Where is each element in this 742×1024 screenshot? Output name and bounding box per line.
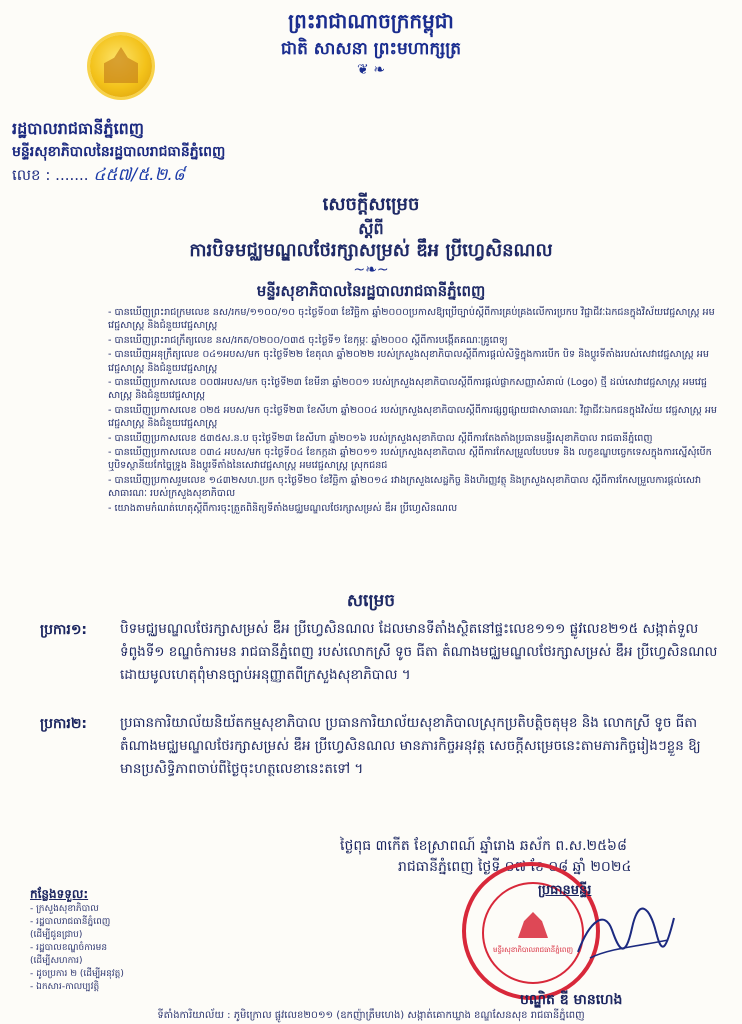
document-subtitle: ស្ដីពី: [358, 219, 384, 238]
office-address-footer: ទីតាំងការិយាល័យ : ភូមិក្រោល ផ្លូវលេខ២០១១ (ឧកញ៉ាត្រឹមហេង) សង្កាត់គោកឃ្លាង ខណ្ឌសែនសុខ រាជធានីភ្នំពេញ: [157, 1010, 585, 1021]
reference-line: លេខ : ....... ៤៥៧/៥.២.៨: [12, 165, 185, 185]
preamble-item: - បានឃើញប្រកាសលេខ ៥៣៥ស.ន.ប ចុះថ្ងៃទី២៣ ខែសីហា ឆ្នាំ២០១៦ របស់ក្រសួងសុខាភិបាល ស្ដីពីការតែងតាំងប្រធានមន្ទីរសុខាភិបាល រាជធានីភ្នំពេញ: [108, 432, 653, 444]
recipient-item: (ដើម្បីសហការ): [30, 956, 83, 966]
recipient-item: - ក្រសួងសុខាភិបាល: [30, 904, 99, 914]
preamble-item: - បានឃើញអនុក្រឹត្យលេខ ០៤១អបស/មក ចុះថ្ងៃទី២២ ខែតុលា ឆ្នាំ២០២២ របស់ក្រសួងសុខាភិបាលស្ដីពីការផ្ដល់សិទ្ធិក្នុងការបើក បិទ និងប្ដូរទីតាំងរបស់សេវាវេជ្ជសាស្ត្រ អមវេជ្ជសាស្ត្រ និងជំនួយវេជ្ជសាស្ត្រ: [108, 349, 709, 374]
national-motto: ជាតិ សាសនា ព្រះមហាក្សត្រ: [280, 39, 462, 59]
lunar-date: ថ្ងៃពុធ ៣កើត ខែស្រាពណ៍ ឆ្នាំរោង ឆស័ក ព.ស.២៥៦៨: [340, 838, 627, 854]
recipient-item: - ដូចប្រការ ២ (ដើម្បីអនុវត្ត): [30, 969, 124, 979]
reference-label: លេខ :: [12, 166, 51, 184]
decision-heading: សម្រេច: [346, 591, 396, 611]
recipient-item: (ដើម្បីជូនជ្រាប): [30, 930, 83, 940]
preamble-item: - បានឃើញប្រកាសរួមលេខ ១៤៣២សហ.ប្រក ចុះថ្ងៃទី២០ ខែវិច្ឆិកា ឆ្នាំ២០១៤ រវាងក្រសួងសេដ្ឋកិច្ច និងហិរញ្ញវត្ថុ និងក្រសួងសុខាភិបាល ស្ដីពីការកែសម្រួលការផ្ដល់សេវាសាធារណៈ របស់ក្រសួងសុខាភិបាល: [108, 474, 702, 500]
signature-icon: [570, 900, 680, 970]
ministry-emblem-icon: [90, 35, 152, 97]
preamble-list: [108, 306, 718, 516]
preamble-item: - បានឃើញប្រកាសលេខ ០០៧អបស/មក ចុះថ្ងៃទី២៣ ខែមីនា ឆ្នាំ២០០១ របស់ក្រសួងសុខាភិបាលស្ដីពីការផ្ដល់ផ្លាកសញ្ញាសំគាល់ (Logo) ថ្មី ដល់សេវាវេជ្ជសាស្ត្រ អមវេជ្ជសាស្ត្រ និងជំនួយវេជ្ជសាស្ត្រ: [108, 377, 707, 402]
signer-name: បណ្ឌិត ឌី មានហេង: [520, 992, 623, 1008]
preamble-item: - បានឃើញព្រះរាជក្រឹត្យលេខ នស/រកត/០២០០/០៣៥ ចុះថ្ងៃទី១ ខែកុម្ភៈ ឆ្នាំ២០០០ ស្ដីពីការបង្កើតគណៈគ្រូពេទ្យ: [108, 334, 508, 346]
recipient-item: - រដ្ឋបាលខណ្ឌចំការមន: [30, 943, 108, 953]
signer-title: ប្រធានមន្ទីរ: [538, 883, 592, 898]
ornament-divider-icon: ❦ ❧: [357, 62, 385, 78]
issuing-department: មន្ទីរសុខាភិបាលនៃរដ្ឋបាលរាជធានីភ្នំពេញ: [12, 144, 226, 160]
preamble-item: - បានឃើញប្រកាសលេខ ០៣៤ អបស/មក ចុះថ្ងៃទី០៤ ខែកក្កដា ឆ្នាំ២០១១ របស់ក្រសួងសុខាភិបាល ស្ដីពីការកែសម្រួលបែបបទ និង លក្ខខណ្ឌបច្ចេកទេសក្នុងការស្នើសុំបើក ឬបិទស្ថានីយកែច្នៃទ្រូង និងប្ដូរទីតាំងនៃសេវាវេជ្ជសាស្ត្រ អមវេជ្ជសាស្ត្រ ស្រុកជនជ: [108, 447, 712, 472]
preamble-item: - បានឃើញប្រកាសលេខ ០២៥ អបស/មក ចុះថ្ងៃទី២៣ ខែសីហា ឆ្នាំ២០០៤ របស់ក្រសួងសុខាភិបាលស្ដីពីការផ្សព្វផ្សាយជាសាធារណៈ វិជ្ជាជីវៈឯកជនក្នុងវិស័យ វេជ្ជសាស្ត្រ អមវេជ្ជសាស្ត្រ និងជំនួយវេជ្ជសាស្ត្រ: [108, 404, 718, 430]
reference-number: ៤៥៧/៥.២.៨: [93, 165, 185, 185]
solar-date: រាជធានីភ្នំពេញ ថ្ងៃទី ០៧ ខែ ០៨ ឆ្នាំ ២០២៤: [398, 859, 632, 875]
seal-text: មន្ទីរសុខាភិបាលរាជធានីភ្នំពេញ: [493, 946, 573, 954]
ornament-divider-icon: ~❧~: [353, 262, 389, 278]
recipient-item: - រដ្ឋបាលរាជធានីភ្នំពេញ: [30, 917, 111, 927]
preamble-item: - យោងតាមកំណត់ហេតុស្ដីពីការចុះត្រួតពិនិត្យទីតាំងមជ្ឈមណ្ឌលថែរក្សាសម្រស់ ឌឹអ ប្រីហ្វេសិនណល: [108, 502, 458, 514]
recipient-item: - ឯកសារ-កាលប្បវត្តិ: [30, 982, 100, 992]
article-1-text: បិទមជ្ឈមណ្ឌលថែរក្សាសម្រស់ ឌឹអ ប្រីហ្វេសិនណល ដែលមានទីតាំងស្ថិតនៅផ្ទះលេខ១១១ ផ្លូវលេខ២១៥ សង្កាត់ទួលទំពូងទី១ ខណ្ឌចំការមន រាជធានីភ្នំពេញ របស់លោកស្រី ទូច ធីតា តំណាងមជ្ឈមណ្ឌលថែរក្សាសម្រស់ ឌឹអ ប្រីហ្វេសិនណល ដោយមូលហេតុពុំមានច្បាប់អនុញ្ញាតពីក្រសួងសុខាភិបាល ។: [120, 621, 718, 683]
issuing-administration: រដ្ឋបាលរាជធានីភ្នំពេញ: [12, 119, 145, 138]
document-title: សេចក្ដីសម្រេច: [322, 194, 420, 215]
article-1-label: ប្រការ១:: [40, 622, 88, 638]
kingdom-title: ព្រះរាជាណាចក្រកម្ពុជា: [288, 9, 454, 33]
issuing-authority: មន្ទីរសុខាភិបាលនៃរដ្ឋបាលរាជធានីភ្នំពេញ: [256, 282, 486, 300]
preamble-item: - បានឃើញព្រះរាជក្រមលេខ នស/រកម/១១០០/១០ ចុះថ្ងៃទី០៣ ខែវិច្ឆិកា ឆ្នាំ២០០០ប្រកាសឱ្យប្រើច្បាប់ស្ដីពីការគ្រប់គ្រងលើការប្រកប វិជ្ជាជីវៈឯកជនក្នុងវិស័យវេជ្ជសាស្ត្រ អមវេជ្ជសាស្ត្រ និងជំនួយវេជ្ជសាស្ត្រ: [108, 307, 715, 332]
document-subject: ការបិទមជ្ឈមណ្ឌលថែរក្សាសម្រស់ ឌឹអ ប្រីហ្វេសិនណល: [189, 240, 553, 261]
article-2-text: ប្រធានការិយាល័យនិយ័តកម្មសុខាភិបាល ប្រធានការិយាល័យសុខាភិបាលស្រុកប្រតិបត្តិចតុមុខ និង លោកស្រី ទូច ធីតា តំណាងមជ្ឈមណ្ឌលថែរក្សាសម្រស់ ឌឹអ ប្រីហ្វេសិនណល មានភារកិច្ចអនុវត្ត សេចក្ដីសម្រេចនេះតាមភារកិច្ចរៀងៗខ្លួន ឱ្យមានប្រសិទ្ធិភាពចាប់ពីថ្ងៃចុះហត្ថលេខានេះតទៅ ។: [120, 715, 701, 777]
recipients-title: កន្លែងទទួល:: [30, 887, 89, 901]
seal-emblem-icon: [518, 912, 548, 938]
article-2-label: ប្រការ២:: [40, 716, 88, 732]
recipients-list: [30, 903, 124, 994]
